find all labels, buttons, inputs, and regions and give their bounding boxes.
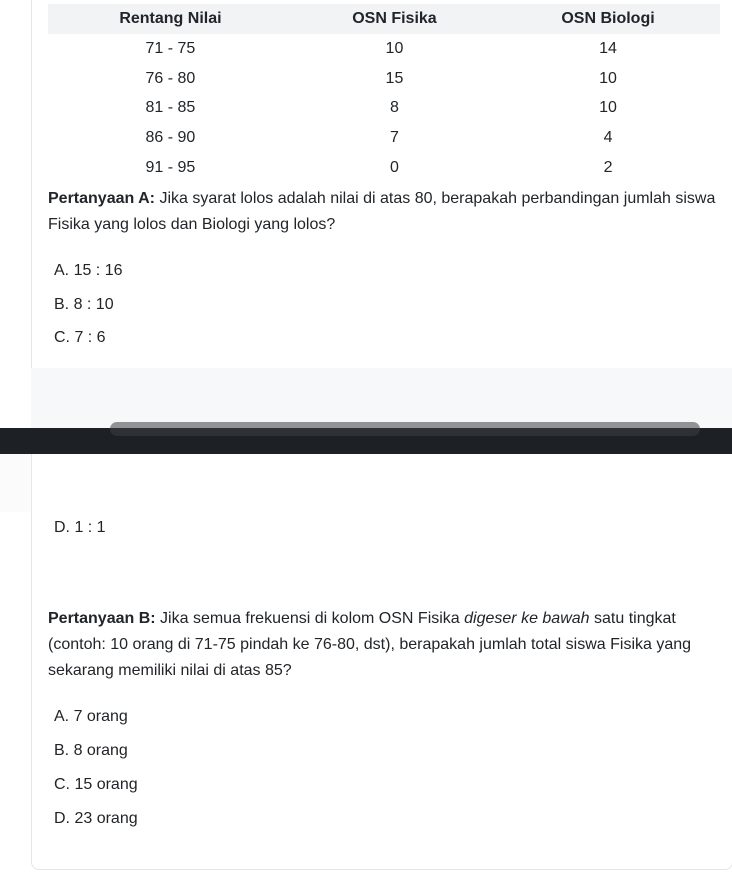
question-b-label: Pertanyaan B: (48, 610, 156, 627)
cell-range: 91 - 95 (145, 159, 196, 177)
cell-biologi: 4 (603, 129, 613, 147)
cell-biologi: 10 (599, 99, 617, 117)
cell-fisika: 7 (389, 129, 399, 147)
header-osn-biologi: OSN Biologi (496, 4, 720, 34)
overlay-bar (0, 428, 732, 454)
table-row (48, 94, 720, 124)
cell-biologi: 14 (599, 39, 617, 57)
header-rentang-nilai: Rentang Nilai (48, 4, 293, 34)
option-c[interactable]: C. 15 orang (54, 776, 138, 793)
option-d[interactable]: D. 23 orang (54, 810, 138, 827)
cell-range: 81 - 85 (145, 99, 196, 117)
cell-range: 76 - 80 (145, 69, 196, 87)
table-row (48, 153, 720, 183)
question-a-text (48, 186, 720, 238)
option-b[interactable]: B. 8 : 10 (54, 296, 114, 313)
question-b-body-end: satu tingkat (contoh: 10 orang di 71-75 pindah ke 76-80, dst), berapakah jumlah total siswa Fisika yang sekarang memiliki nilai di atas 85? (48, 610, 692, 679)
question-b-text (48, 606, 720, 684)
cell-fisika: 8 (389, 99, 399, 117)
blurred-text-strip (110, 422, 700, 436)
question-b-body-start: Jika semua frekuensi di kolom OSN Fisika (155, 610, 465, 627)
header-osn-fisika: OSN Fisika (293, 4, 496, 34)
table-row (48, 64, 720, 94)
option-a[interactable]: A. 7 orang (54, 708, 128, 725)
question-a-body: Jika syarat lolos adalah nilai di atas 80, berapakah perbandingan jumlah siswa Fisika yang lolos dan Biologi yang lolos? (48, 190, 716, 233)
frequency-table (48, 4, 720, 183)
table-row (48, 123, 720, 153)
cell-biologi: 2 (603, 159, 613, 177)
option-c[interactable]: C. 7 : 6 (54, 329, 106, 346)
cell-biologi: 10 (599, 69, 617, 87)
option-d[interactable]: D. 1 : 1 (54, 519, 106, 536)
option-a[interactable]: A. 15 : 16 (54, 262, 123, 279)
cell-fisika: 0 (389, 159, 399, 177)
question-b-emphasis: digeser ke bawah (464, 610, 590, 627)
question-a-label: Pertanyaan A: (48, 190, 155, 207)
table-header-row (48, 4, 720, 34)
cell-range: 71 - 75 (145, 39, 196, 57)
option-b[interactable]: B. 8 orang (54, 742, 128, 759)
card-footer-band (31, 368, 732, 428)
table-row (48, 34, 720, 64)
cell-fisika: 15 (385, 69, 404, 87)
cell-range: 86 - 90 (145, 129, 196, 147)
cell-fisika: 10 (385, 39, 404, 57)
